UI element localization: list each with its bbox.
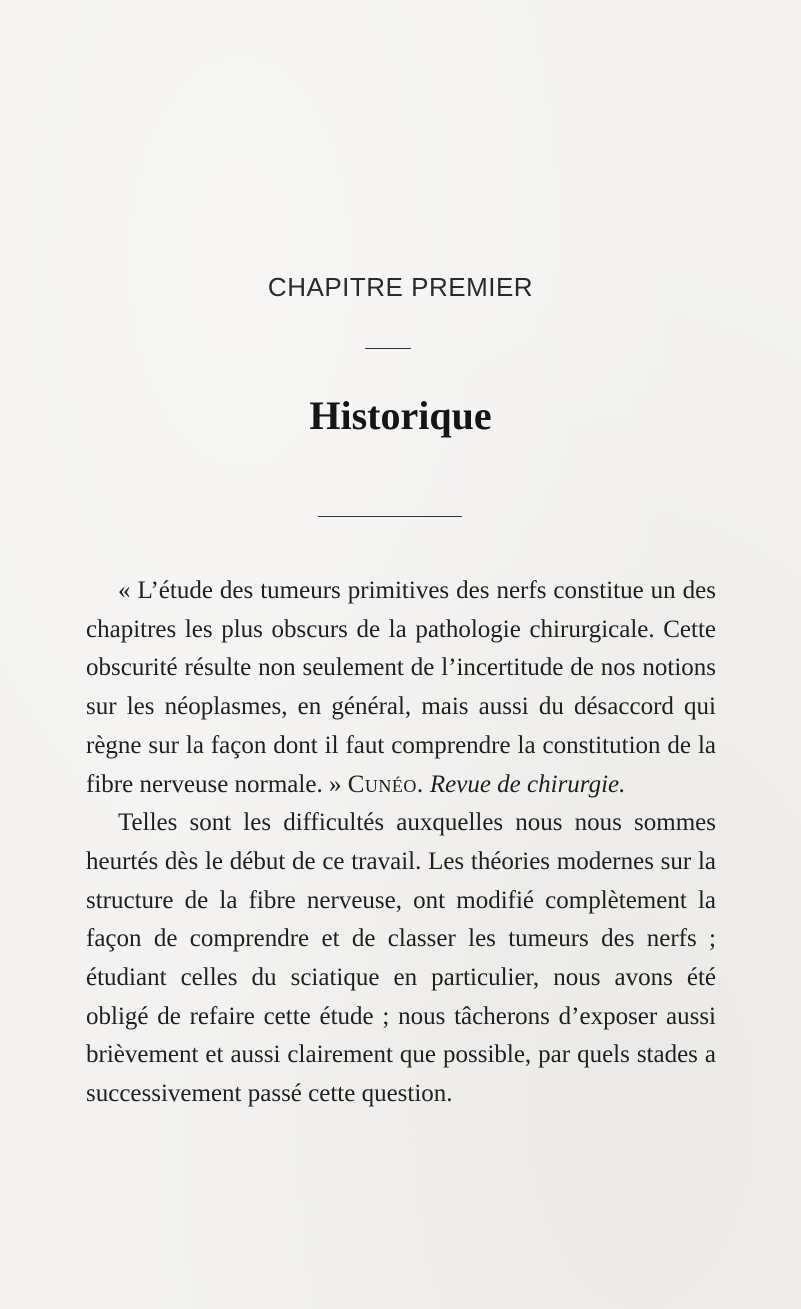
quote-paragraph <box>86 572 716 804</box>
ornament-rule-short <box>365 348 411 349</box>
chapter-label: CHAPITRE PREMIER <box>267 272 534 302</box>
body-text <box>86 572 716 1114</box>
chapter-title: Historique <box>309 393 492 438</box>
ornament-rule-long <box>318 516 462 517</box>
quote-source: Revue de chirurgie. <box>429 770 626 798</box>
quote-body: « L’étude des tumeurs primitives des nerfs constitue un des chapitres les plus obscurs de la pathologie chirurgicale. Cette obscurité résulte non seulement de l’incertitude de nos notions sur les néoplasmes, en général, mais aussi du désaccord qui règne sur la façon dont il faut comprendre la constitution de la fibre nerveuse normale. » <box>86 577 716 798</box>
quote-author: Cunéo. <box>347 770 424 798</box>
paragraph-2: Telles sont les difficultés auxquelles nous nous sommes heurtés dès le début de ce travail. Les théories modernes sur la structure de la fibre nerveuse, ont modifié complètement la façon de comprendre et de classer les tumeurs des nerfs ; étudiant celles du sciatique en particulier, nous avons été obligé de refaire cette étude ; nous tâcherons d’exposer aussi brièvement et aussi clairement que possible, par quels stades a successivement passé cette question. <box>86 809 716 1108</box>
